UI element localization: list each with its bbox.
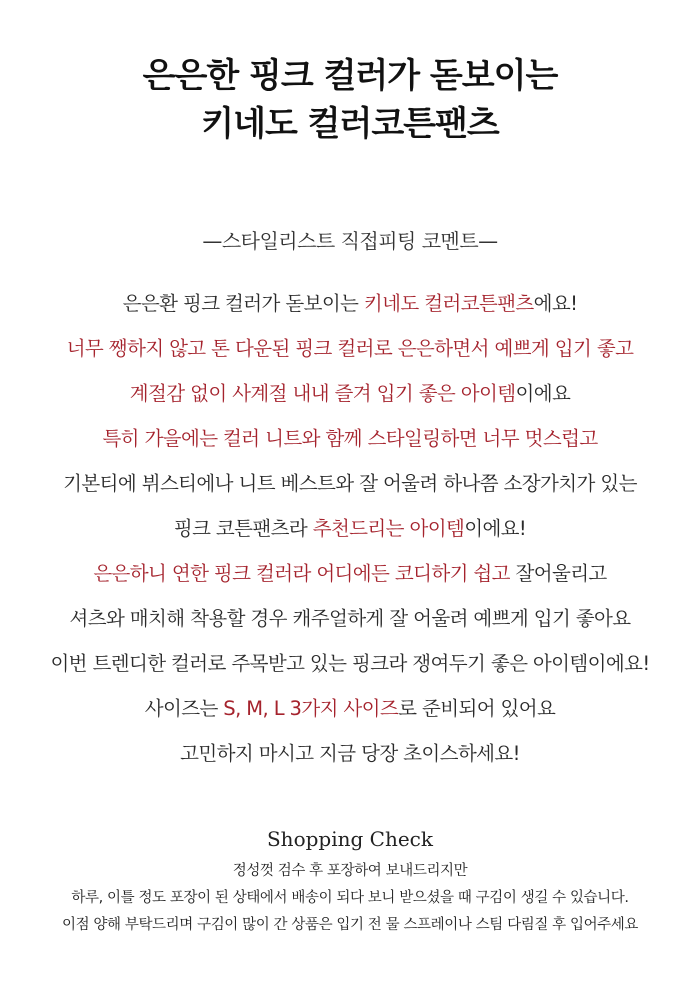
- highlighted-text: 추천드리는 아이템: [312, 517, 465, 540]
- comment-text: 이에요: [515, 382, 571, 405]
- comment-text: 기본티에 뷔스티에나 니트 베스트와 잘 어울려 하나쯤 소장가치가 있는: [63, 472, 637, 495]
- comment-text: 잘어울리고: [515, 562, 607, 585]
- headline-line-2: 키네도 컬러코튼팬츠: [201, 104, 499, 144]
- comment-line: [0, 686, 700, 731]
- stylist-comment-list: [0, 281, 700, 776]
- comment-text: 셔츠와 매치해 착용할 경우 캐주얼하게 잘 어울려 예쁘게 입기 좋아요: [69, 607, 631, 630]
- highlighted-text: 계절감 없이 사계절 내내 즐겨 입기 좋은 아이템: [129, 382, 516, 405]
- comment-line: [0, 551, 700, 596]
- shopping-check-note: 하루, 이틀 정도 포장이 된 상태에서 배송이 되다 보니 받으셨을 때 구김이 생길 수 있습니다.: [71, 890, 629, 906]
- comment-line: [0, 371, 700, 416]
- comment-line: [0, 731, 700, 776]
- comment-line: [0, 641, 700, 686]
- comment-line: [0, 281, 700, 326]
- highlighted-text: S, M, L 3가지 사이즈: [223, 697, 399, 720]
- comment-line: [0, 506, 700, 551]
- highlighted-text: 특히 가을에는 컬러 니트와 함께 스타일링하면 너무 멋스럽고: [102, 427, 598, 450]
- comment-text: 이에요!: [464, 517, 527, 540]
- comment-text: 에요!: [533, 292, 578, 315]
- headline-line-1: 은은한 핑크 컬러가 돋보이는: [142, 56, 558, 96]
- comment-line: [0, 596, 700, 641]
- shopping-check-note: 정성껏 검수 후 포장하여 보내드리지만: [232, 863, 468, 879]
- shopping-check-title: Shopping Check: [266, 827, 433, 851]
- headline: [0, 52, 700, 148]
- highlighted-text: 키네도 컬러코튼팬츠: [363, 292, 534, 315]
- highlighted-text: 은은하니 연한 핑크 컬러라 어디에든 코디하기 쉽고: [93, 562, 516, 585]
- comment-line: [0, 416, 700, 461]
- stylist-comment-subtitle: —스타일리스트 직접피팅 코멘트—: [202, 229, 498, 253]
- shopping-check-note: 이점 양해 부탁드리며 구김이 많이 간 상품은 입기 전 물 스프레이나 스팀 다림질 후 입어주세요: [62, 917, 638, 933]
- comment-line: [0, 461, 700, 506]
- comment-text: 이번 트렌디한 컬러로 주목받고 있는 핑크라 쟁여두기 좋은 아이템이에요!: [50, 652, 650, 675]
- shopping-check-notes: [0, 858, 700, 939]
- highlighted-text: 너무 쨍하지 않고 톤 다운된 핑크 컬러로 은은하면서 예쁘게 입기 좋고: [66, 337, 634, 360]
- comment-text: 사이즈는: [144, 697, 224, 720]
- comment-line: [0, 326, 700, 371]
- comment-text: 고민하지 마시고 지금 당장 초이스하세요!: [180, 742, 520, 765]
- comment-text: 은은환 핑크 컬러가 돋보이는: [122, 292, 364, 315]
- comment-text: 로 준비되어 있어요: [398, 697, 556, 720]
- comment-text: 핑크 코튼팬츠라: [173, 517, 313, 540]
